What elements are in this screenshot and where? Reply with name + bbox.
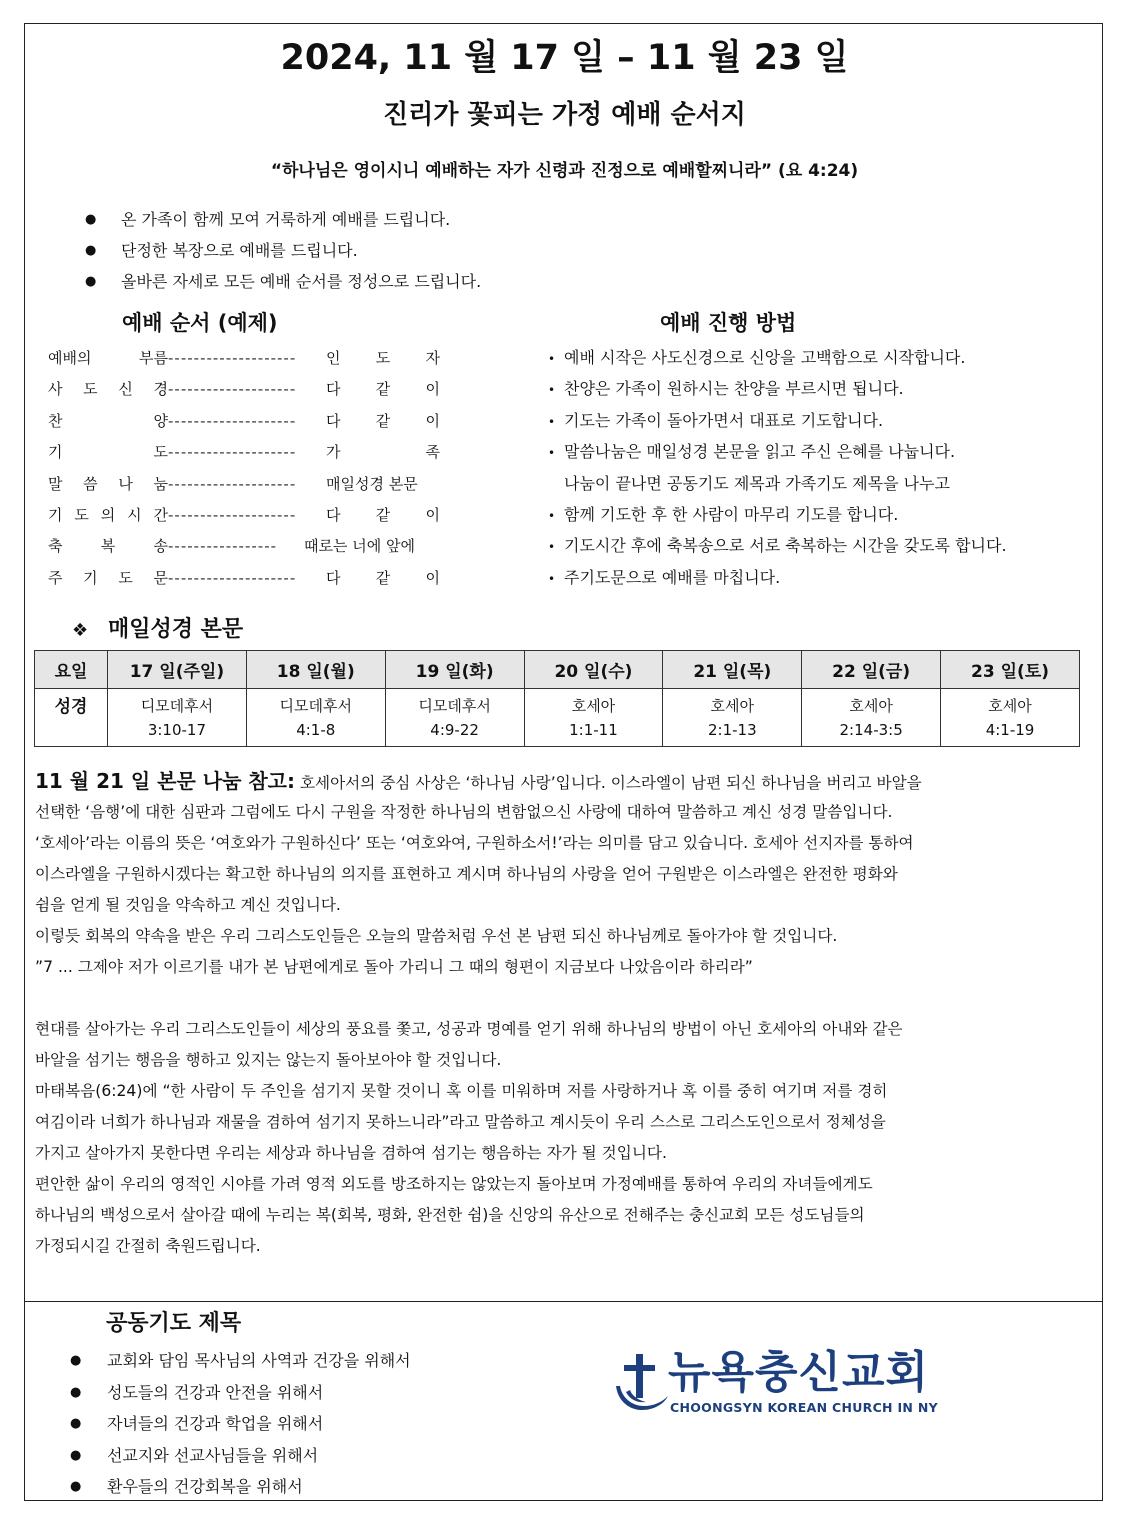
order-leader-dashes: --------------------: [168, 411, 297, 430]
note-line: [35, 1014, 1095, 1045]
bible-reference-cell: [663, 689, 802, 747]
bullet-icon: ●: [70, 1479, 82, 1494]
day-header: 23 일(토): [941, 651, 1080, 689]
prayer-item: [70, 1346, 411, 1378]
order-row: [48, 500, 444, 531]
note-line: [35, 1107, 1095, 1138]
date-range-title: 2024, 11 월 17 일 – 11 월 23 일: [280, 38, 849, 78]
bible-verse-range: 1:1-11: [569, 720, 618, 739]
note-text: ”7 ... 그제야 저가 이르기를 내가 본 남편에게로 돌아 가리니 그 때의 형편이 지금보다 나았음이라 하리라”: [35, 958, 753, 976]
order-row: [48, 563, 444, 594]
list-item: ● 올바른 자세로 모든 예배 순서를 정성으로 드립니다.: [85, 268, 481, 299]
bullet-icon: •: [548, 446, 556, 461]
order-item-leader: 가 족: [326, 443, 440, 462]
note-text: 선택한 ‘음행’에 대한 심판과 그럼에도 다시 구원을 작정한 하나님의 변함없으신 사랑에 대하여 말씀하고 계신 성경 말씀입니다.: [35, 803, 893, 821]
order-row: [48, 406, 444, 437]
row-label-day: 요일: [35, 651, 108, 689]
bullet-icon: ●: [70, 1416, 82, 1431]
method-text: 나눔이 끝나면 공동기도 제목과 가족기도 제목을 나누고: [564, 473, 951, 493]
day-header: 19 일(화): [385, 651, 524, 689]
method-row: [548, 500, 1007, 531]
prayer-list: [70, 1346, 411, 1504]
order-heading: 예배 순서 (예제): [122, 311, 278, 335]
bullet-icon: •: [548, 571, 556, 586]
bullet-icon: •: [548, 540, 556, 555]
day-header: 21 일(목): [663, 651, 802, 689]
note-text: 가지고 살아가지 못한다면 우리는 세상과 하나님을 겸하여 섬기는 행음하는 자가 될 것입니다.: [35, 1144, 667, 1162]
prayer-text: 교회와 담임 목사님의 사역과 건강을 위해서: [107, 1351, 411, 1370]
cross-wave-logo-icon: [612, 1352, 670, 1418]
bible-book: 호세아: [710, 696, 755, 715]
bible-verse-range: 4:1-8: [296, 720, 336, 739]
daily-bible-heading: ❖ 매일성경 본문: [72, 614, 243, 647]
day-header: 17 일(주일): [108, 651, 247, 689]
order-row: [48, 469, 444, 500]
order-item-leader: 다 같 이: [326, 568, 440, 587]
row-label-bible: 성경: [35, 689, 108, 747]
method-text: 찬양은 가족이 원하시는 찬양을 부르시면 됩니다.: [564, 379, 904, 399]
note-line: [35, 797, 1095, 828]
note-line: [35, 1200, 1095, 1231]
order-row: [48, 343, 444, 374]
day-header: 20 일(수): [524, 651, 663, 689]
list-item: ● 온 가족이 함께 모여 거룩하게 예배를 드립니다.: [85, 206, 481, 237]
order-item-name: 찬 양: [48, 411, 168, 430]
bullet-icon: ●: [70, 1384, 82, 1400]
note-text: 쉼을 얻게 될 것임을 약속하고 계신 것입니다.: [35, 896, 341, 914]
order-item-leader: 다 같 이: [326, 505, 440, 524]
method-row: [548, 437, 1007, 468]
note-text: 바알을 섬기는 행음을 행하고 있지는 않는지 돌아보아야 할 것입니다.: [35, 1051, 502, 1069]
list-item: ● 단정한 복장으로 예배를 드립니다.: [85, 237, 481, 268]
worship-method-list: [548, 343, 1007, 594]
order-leader-dashes: --------------------: [168, 474, 297, 493]
order-item-name: 기 도 의 시 간: [48, 505, 168, 524]
bullet-icon: •: [548, 383, 556, 398]
note-text: 여김이라 너희가 하나님과 재물을 겸하여 섬기지 못하느니라”라고 말씀하고 계시듯이 우리 스스로 그리스도인으로서 정체성을: [35, 1113, 886, 1131]
prayer-text: 선교지와 선교사님들을 위해서: [107, 1445, 319, 1465]
order-item-leader: 다 같 이: [326, 380, 440, 399]
order-item-leader: 다 같 이: [326, 411, 440, 430]
order-leader-dashes: --------------------: [168, 505, 297, 524]
order-leader-dashes: -----------------: [168, 537, 278, 556]
order-item-name: 말 씀 나 눔: [48, 474, 168, 493]
sharing-note: [35, 766, 1095, 1262]
bible-book: 호세아: [571, 696, 616, 715]
bible-reference-cell: [524, 689, 663, 747]
prayer-text: 환우들의 건강회복을 위해서: [107, 1477, 303, 1496]
prayer-text: 자녀들의 건강과 학업을 위해서: [107, 1414, 324, 1433]
note-line: [35, 983, 1095, 1014]
method-text: 예배 시작은 사도신경으로 신앙을 고백함으로 시작합니다.: [564, 348, 966, 367]
bible-reference-cell: [802, 689, 941, 747]
bullet-icon: •: [548, 508, 556, 523]
note-title: 11 월 21 일 본문 나눔 참고:: [35, 769, 295, 793]
bullet-icon: ●: [85, 212, 97, 227]
bible-verse-range: 4:9-22: [430, 720, 479, 739]
note-text: 편안한 삶이 우리의 영적인 시야를 가려 영적 외도를 방조하지는 않았는지 돌아보며 가정예배를 통하여 우리의 자녀들에게도: [35, 1175, 873, 1193]
order-leader-dashes: --------------------: [168, 443, 297, 462]
method-heading: 예배 진행 방법: [660, 311, 797, 335]
worship-order-list: [48, 343, 444, 594]
bullet-icon: ●: [70, 1353, 82, 1368]
bible-verse-range: 4:1-19: [985, 720, 1035, 739]
bible-reference-cell: [108, 689, 247, 747]
order-leader-dashes: --------------------: [168, 380, 297, 399]
note-text: 가정되시길 간절히 축원드립니다.: [35, 1237, 261, 1255]
order-item-name: 기 도: [48, 443, 168, 462]
method-text: 함께 기도한 후 한 사람이 마무리 기도를 합니다.: [564, 504, 899, 524]
bible-book: 디모데후서: [140, 696, 214, 715]
prayer-text: 성도들의 건강과 안전을 위해서: [107, 1382, 324, 1402]
bible-reference-cell: [941, 689, 1080, 747]
bible-reference-cell: [385, 689, 524, 747]
day-header: 18 일(월): [246, 651, 385, 689]
order-item-leader: 인 도 자: [326, 349, 440, 367]
key-verse: “하나님은 영이시니 예배하는 자가 신령과 진정으로 예배할찌니라” (요 4:24): [270, 161, 859, 181]
note-line: [35, 1045, 1095, 1076]
note-line: [35, 828, 1095, 859]
bullet-icon: •: [548, 414, 556, 429]
method-text: 기도는 가족이 돌아가면서 대표로 기도합니다.: [564, 410, 884, 430]
note-text: 마태복음(6:24)에 “한 사람이 두 주인을 섬기지 못할 것이니 혹 이를 미워하며 저를 사랑하거나 혹 이를 중히 여기며 저를 경히: [35, 1082, 888, 1100]
bullet-icon: •: [548, 352, 556, 366]
order-item-leader: 때로는 너에 앞에: [304, 537, 415, 556]
order-row: [48, 531, 444, 562]
prayer-item: [70, 1378, 411, 1410]
daily-bible-table: [34, 650, 1080, 747]
note-text: 현대를 살아가는 우리 그리스도인들이 세상의 풍요를 쫓고, 성공과 명예를 얻기 위해 하나님의 방법이 아닌 호세아의 아내와 같은: [35, 1020, 903, 1038]
note-text: 호세아서의 중심 사상은 ‘하나님 사랑’입니다. 이스라엘이 남편 되신 하나님을 버리고 바알을: [295, 774, 922, 792]
order-item-name: 사 도 신 경: [48, 380, 168, 399]
church-name-english: CHOONGSYN KOREAN CHURCH IN NY: [670, 1400, 938, 1415]
note-line: [35, 952, 1095, 983]
note-text: ‘호세아’라는 이름의 뜻은 ‘여호와가 구원하신다’ 또는 ‘여호와여, 구원하소서!’라는 의미를 담고 있습니다. 호세아 선지자를 통하여: [35, 834, 914, 852]
method-row: [548, 531, 1007, 562]
order-item-name: 축 복 송: [48, 537, 168, 556]
table-header-row: [35, 651, 1080, 689]
order-row: [48, 374, 444, 405]
prayer-item: [70, 1472, 411, 1504]
order-leader-dashes: --------------------: [168, 568, 297, 587]
diamond-bullet-icon: ❖: [72, 620, 89, 641]
prayer-item: [70, 1409, 411, 1441]
method-row: [548, 374, 1007, 405]
method-text: 주기도문으로 예배를 마칩니다.: [564, 567, 781, 587]
method-text: 기도시간 후에 축복송으로 서로 축복하는 시간을 갖도록 합니다.: [564, 536, 1007, 556]
note-text: 이렇듯 회복의 약속을 받은 우리 그리스도인들은 오늘의 말씀처럼 우선 본 남편 되신 하나님께로 돌아가야 할 것입니다.: [35, 927, 838, 945]
bible-verse-range: 2:1-13: [707, 720, 757, 739]
note-line: [35, 921, 1095, 952]
worship-order-title: 진리가 꽃피는 가정 예배 순서지: [383, 100, 746, 130]
note-text: 하나님의 백성으로서 살아갈 때에 누리는 복(회복, 평화, 완전한 쉼)을 신앙의 유산으로 전해주는 충신교회 모든 성도님들의: [35, 1206, 865, 1224]
order-leader-dashes: --------------------: [168, 349, 297, 367]
order-item-name: 주 기 도 문: [48, 568, 168, 587]
note-line: [35, 1076, 1095, 1107]
note-line: [35, 890, 1095, 921]
section-divider: [24, 1301, 1103, 1302]
note-line: [35, 766, 1095, 797]
method-row: [548, 469, 1007, 500]
note-line: [35, 1169, 1095, 1200]
church-logo: [612, 1348, 942, 1424]
bible-verse-range: 2:14-3:5: [839, 720, 903, 739]
table-row: [35, 689, 1080, 747]
bible-book: 호세아: [988, 696, 1032, 715]
bullet-icon: ●: [70, 1447, 82, 1463]
note-line: [35, 1231, 1095, 1262]
order-item-name: 예배의 부름: [48, 349, 168, 367]
note-line: [35, 1138, 1095, 1169]
bible-reference-cell: [246, 689, 385, 747]
note-line: [35, 859, 1095, 890]
prayer-item: [70, 1441, 411, 1473]
bible-verse-range: 3:10-17: [147, 720, 207, 739]
method-row: [548, 563, 1007, 594]
order-row: [48, 437, 444, 468]
bullet-icon: ●: [85, 243, 97, 258]
worship-guidelines: [85, 206, 481, 299]
order-item-leader: 매일성경 본문: [326, 474, 418, 493]
method-text: 말씀나눔은 매일성경 본문을 읽고 주신 은혜를 나눕니다.: [564, 442, 956, 462]
bible-book: 디모데후서: [418, 696, 491, 715]
day-header: 22 일(금): [802, 651, 941, 689]
prayer-heading: 공동기도 제목: [106, 1311, 242, 1336]
bible-book: 디모데후서: [279, 696, 352, 715]
bullet-icon: ●: [85, 274, 97, 289]
church-name-korean: 뉴욕충신교회: [668, 1347, 930, 1398]
method-row: [548, 343, 1007, 374]
bible-book: 호세아: [849, 696, 893, 715]
method-row: [548, 406, 1007, 437]
note-text: 이스라엘을 구원하시겠다는 확고한 하나님의 의지를 표현하고 계시며 하나님의 사랑을 얻어 구원받은 이스라엘은 완전한 평화와: [35, 865, 898, 883]
